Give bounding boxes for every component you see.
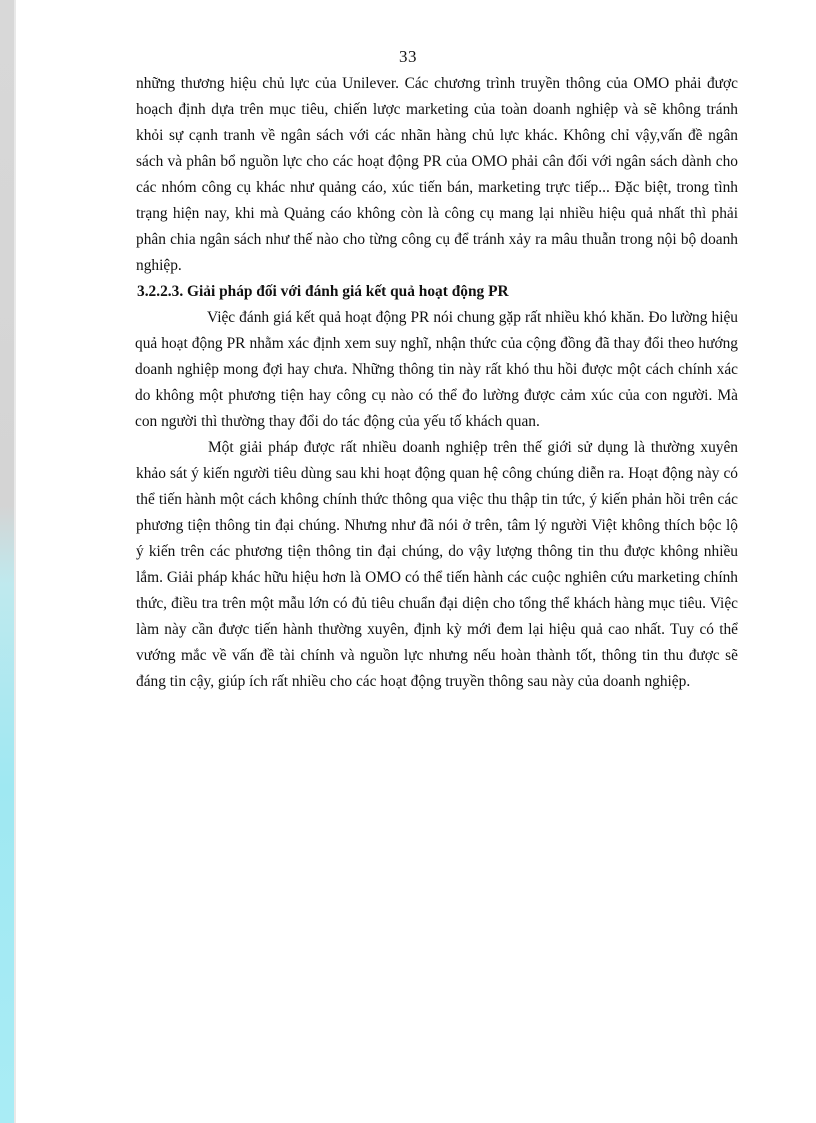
document-body (136, 71, 738, 695)
left-edge-border (14, 0, 16, 1123)
section-heading: 3.2.2.3. Giải pháp đối với đánh giá kết quả hoạt động PR (137, 283, 509, 300)
paragraph-continuation: những thương hiệu chủ lực của Unilever. Các chương trình truyền thông của OMO phải được hoạch định dựa trên mục tiêu, chiến lược marketing của toàn doanh nghiệp và sẽ không tránh khỏi sự cạnh tranh về ngân sách với các nhãn hàng chủ lực khác. Không chỉ vậy,vấn đề ngân sách và phân bổ nguồn lực cho các hoạt động PR của OMO phải cân đối với ngân sách dành cho các nhóm công cụ khác như quảng cáo, xúc tiến bán, marketing trực tiếp... Đặc biệt, trong tình trạng hiện nay, khi mà Quảng cáo không còn là công cụ mang lại nhiều hiệu quả nhất thì phải phân chia ngân sách như thế nào cho từng công cụ để tránh xảy ra mâu thuẫn trong nội bộ doanh nghiệp. (136, 75, 738, 274)
paragraph-evaluation: Việc đánh giá kết quả hoạt động PR nói chung gặp rất nhiều khó khăn. Đo lường hiệu quả hoạt động PR nhằm xác định xem suy nghĩ, nhận thức của cộng đồng đã thay đổi theo hướng doanh nghiệp mong đợi hay chưa. Những thông tin này rất khó thu hồi được một cách chính xác do không một phương tiện hay công cụ nào có thể đo lường được cảm xúc của con người. Mà con người thì thường thay đổi do tác động của yếu tố khách quan. (135, 309, 738, 430)
left-edge-strip (0, 0, 14, 1123)
page-number: 33 (399, 47, 417, 66)
paragraph-solution: Một giải pháp được rất nhiều doanh nghiệp trên thế giới sử dụng là thường xuyên khảo sát ý kiến người tiêu dùng sau khi hoạt động quan hệ công chúng diễn ra. Hoạt động này có thể tiến hành một cách không chính thức thông qua việc thu thập tin tức, ý kiến phản hồi trên các phương tiện thông tin đại chúng. Nhưng như đã nói ở trên, tâm lý người Việt không thích bộc lộ ý kiến trên các phương tiện thông tin đại chúng, do vậy lượng thông tin thu được không nhiều lắm. Giải pháp khác hữu hiệu hơn là OMO có thể tiến hành các cuộc nghiên cứu marketing chính thức, điều tra trên một mẫu lớn có đủ tiêu chuẩn đại diện cho tổng thể khách hàng mục tiêu. Việc làm này cần được tiến hành thường xuyên, định kỳ mới đem lại hiệu quả cao nhất. Tuy có thể vướng mắc về vấn đề tài chính và nguồn lực nhưng nếu hoàn thành tốt, thông tin thu được sẽ đáng tin cậy, giúp ích rất nhiều cho các hoạt động truyền thông sau này của doanh nghiệp. (136, 439, 738, 690)
